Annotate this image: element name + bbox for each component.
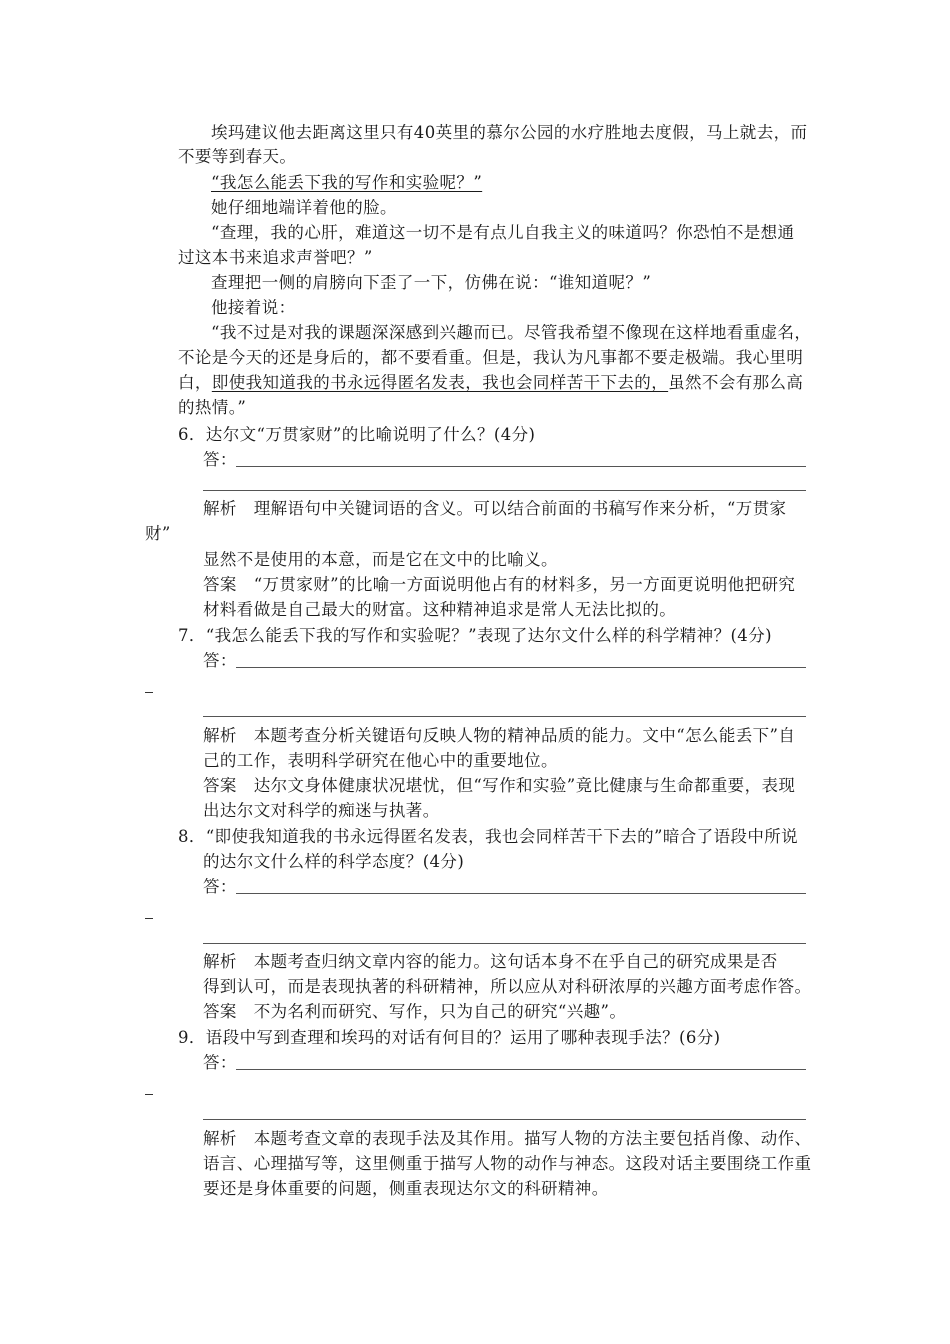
key-7-line-2: 出达尔文对科学的痴迷与执著。 xyxy=(203,801,440,820)
answer-label-7: 答： xyxy=(203,651,237,670)
answer-line-9b[interactable] xyxy=(203,1119,806,1120)
margin-dash-7 xyxy=(145,692,153,693)
passage-line-2: 不要等到春天。 xyxy=(178,147,297,166)
passage-line-9: “我不过是对我的课题深深感到兴趣而已。尽管我希望不像现在这样地看重虚名， xyxy=(211,323,812,342)
answer-line-7b[interactable] xyxy=(203,716,806,717)
answer-line-9a[interactable] xyxy=(236,1069,806,1070)
passage-line-4: 她仔细地端详着他的脸。 xyxy=(211,198,397,217)
answer-line-7a[interactable] xyxy=(236,667,806,668)
answer-line-6b[interactable] xyxy=(203,490,806,491)
question-8-line-2: 的达尔文什么样的科学态度？(4分) xyxy=(203,852,465,871)
answer-label-6: 答： xyxy=(203,450,237,469)
passage-line-11 xyxy=(178,372,803,394)
question-9: 9．语段中写到查理和埃玛的对话有何目的？运用了哪种表现手法？(6分) xyxy=(178,1028,721,1047)
analysis-6-line-1: 解析 理解语句中关键词语的含义。可以结合前面的书稿写作来分析，“万贯家 xyxy=(203,499,787,518)
margin-dash-8 xyxy=(145,918,153,919)
passage-quote-underlined: “我怎么能丢下我的写作和实验呢？” xyxy=(211,173,483,192)
answer-label-9: 答： xyxy=(203,1053,237,1072)
analysis-7-line-2: 己的工作，表明科学研究在他心中的重要地位。 xyxy=(203,751,558,770)
passage-line-5: “查理，我的心肝，难道这一切不是有点儿自我主义的味道吗？你恐怕不是想通 xyxy=(211,223,795,242)
passage-line-8: 他接着说： xyxy=(211,298,296,317)
analysis-9-line-2: 语言、心理描写等，这里侧重于描写人物的动作与神态。这段对话主要围绕工作重 xyxy=(203,1154,812,1173)
key-6-line-1: 答案 “万贯家财”的比喻一方面说明他占有的材料多，另一方面更说明他把研究 xyxy=(203,575,796,594)
passage-line-12: 的热情。” xyxy=(178,398,247,417)
key-6-line-2: 材料看做是自己最大的财富。这种精神追求是常人无法比拟的。 xyxy=(203,600,677,619)
answer-line-8a[interactable] xyxy=(236,893,806,894)
analysis-6-line-2: 财” xyxy=(145,524,171,543)
margin-dash-9 xyxy=(145,1094,153,1095)
passage-sentence-underlined: 即使我知道我的书永远得匿名发表，我也会同样苦干下去的， xyxy=(211,373,669,392)
key-7-line-1: 答案 达尔文身体健康状况堪忧，但“写作和实验”竟比健康与生命都重要，表现 xyxy=(203,776,796,795)
passage-line-11-start: 白， xyxy=(178,373,212,392)
passage-line-6: 过这本书来追求声誉吧？” xyxy=(178,248,373,267)
analysis-8-line-2: 得到认可，而是表现执著的科研精神，所以应从对科研浓厚的兴趣方面考虑作答。 xyxy=(203,977,812,996)
answer-label-8: 答： xyxy=(203,877,237,896)
answer-line-8b[interactable] xyxy=(203,943,806,944)
question-6: 6．达尔文“万贯家财”的比喻说明了什么？(4分) xyxy=(178,425,536,444)
passage-line-7: 查理把一侧的肩膀向下歪了一下，仿佛在说：“谁知道呢？” xyxy=(211,273,652,292)
analysis-8-line-1: 解析 本题考查归纳文章内容的能力。这句话本身不在乎自己的研究成果是否 xyxy=(203,952,778,971)
answer-line-6a[interactable] xyxy=(236,466,806,467)
question-8-line-1: 8．“即使我知道我的书永远得匿名发表，我也会同样苦干下去的”暗合了语段中所说 xyxy=(178,827,799,846)
question-7: 7．“我怎么能丢下我的写作和实验呢？”表现了达尔文什么样的科学精神？(4分) xyxy=(178,626,772,645)
analysis-9-line-3: 要还是身体重要的问题，侧重表现达尔文的科研精神。 xyxy=(203,1179,609,1198)
passage-line-1: 埃玛建议他去距离这里只有40英里的慕尔公园的水疗胜地去度假，马上就去，而 xyxy=(211,123,808,142)
passage-line-11-end: 虽然不会有那么高 xyxy=(668,373,804,392)
analysis-7-line-1: 解析 本题考查分析关键语句反映人物的精神品质的能力。文中“怎么能丢下”自 xyxy=(203,726,796,745)
analysis-6-line-3: 显然不是使用的本意，而是它在文中的比喻义。 xyxy=(203,550,558,569)
analysis-9-line-1: 解析 本题考查文章的表现手法及其作用。描写人物的方法主要包括肖像、动作、 xyxy=(203,1129,812,1148)
passage-line-10: 不论是今天的还是身后的，都不要看重。但是，我认为凡事都不要走极端。我心里明 xyxy=(178,348,804,367)
key-8-line-1: 答案 不为名利而研究、写作，只为自己的研究“兴趣”。 xyxy=(203,1002,627,1021)
